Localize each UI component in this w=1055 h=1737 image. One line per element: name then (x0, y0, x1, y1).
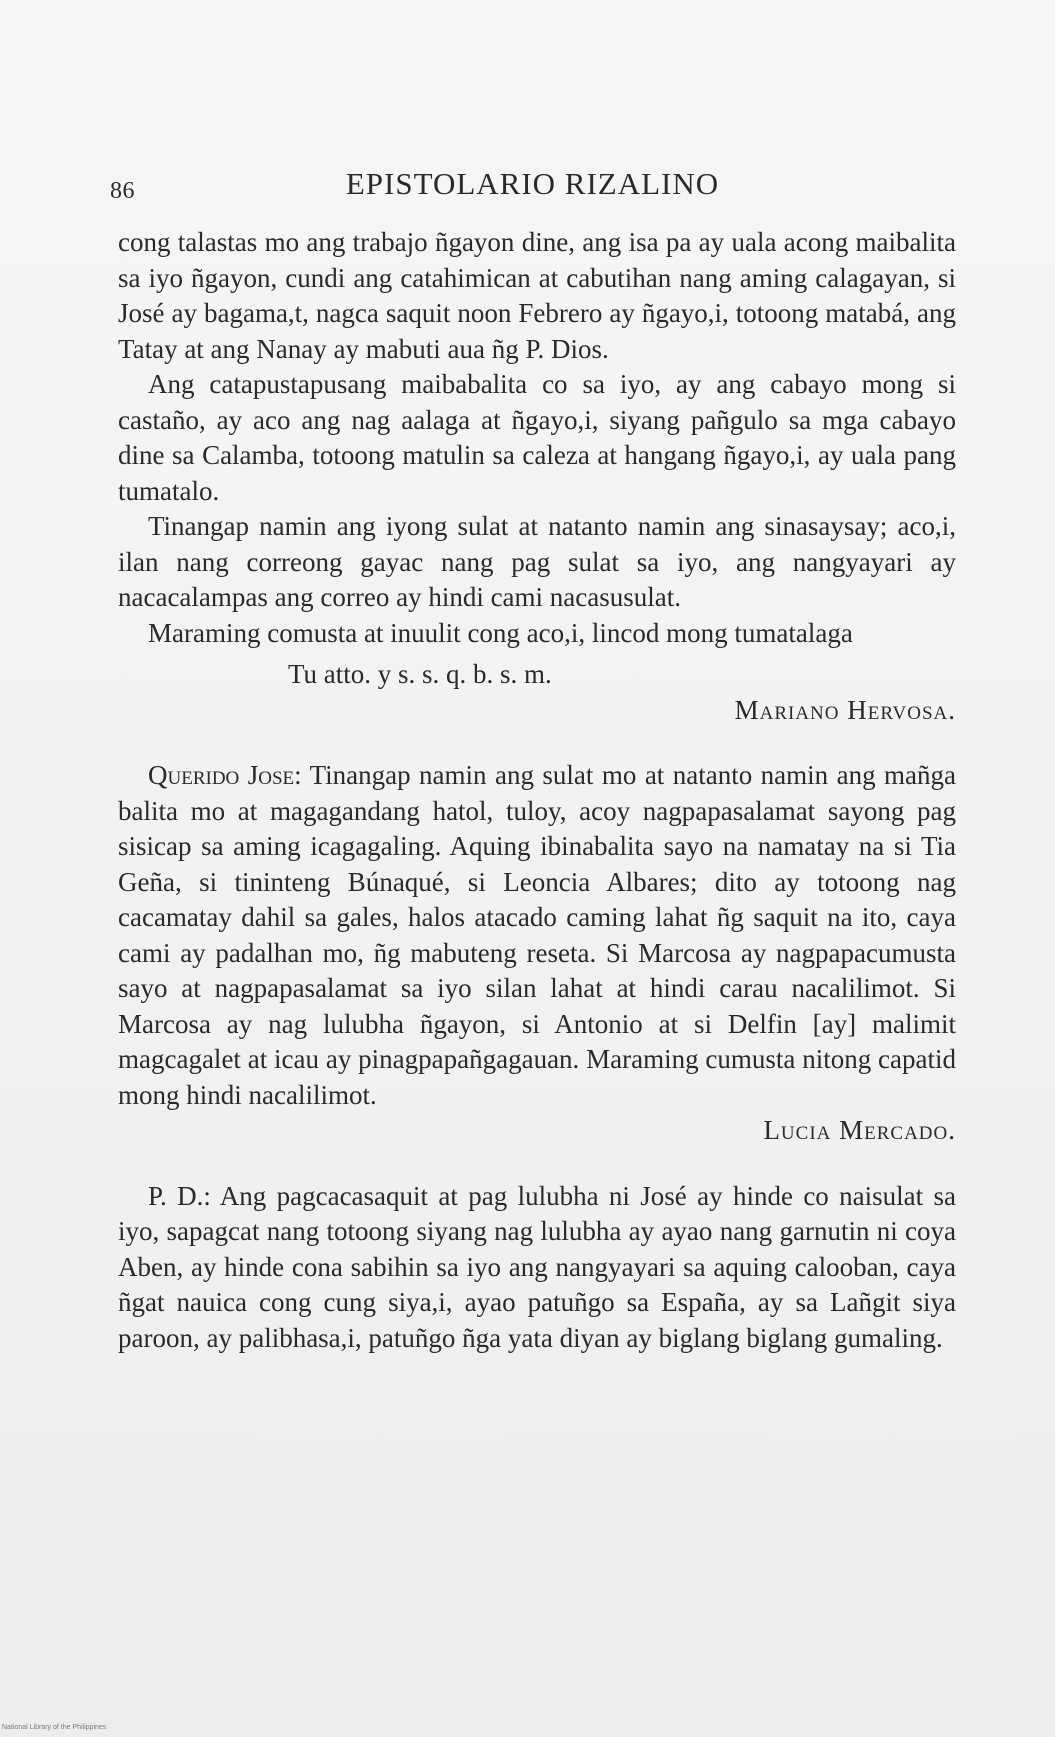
footer-credit: National Library of the Philippines (2, 1724, 107, 1731)
letter1-paragraph-2: Ang catapustapusang maibabalita co sa iyo, ay ang cabayo mong si castaño, ay aco ang nag aalaga at ñgayo,i, siyang pañgulo sa mga cabayo dine sa Calamba, totoong matulin sa caleza at hangang ñgayo,i, ay uala pang tumatalo. (118, 369, 956, 506)
letter2-paragraph (118, 758, 956, 1113)
letter1-paragraph-1: cong talastas mo ang trabajo ñgayon dine, ang isa pa ay uala acong maibalita sa iyo ñgayon, cundi ang catahimican at cabutihan nang aming calagayan, si José ay bagama,t, nagca saquit noon Febrero ay ñgayo,i, totoong matabá, ang Tatay at ang Nanay ay mabuti aua ñg P. Dios. (118, 227, 956, 364)
section-gap (118, 1149, 956, 1179)
running-head: EPISTOLARIO RIZALINO (345, 166, 720, 201)
page-number: 86 (110, 178, 135, 204)
postscript-body: Ang pagcacasaquit at pag lulubha ni José ay hinde co naisulat sa iyo, sapagcat nang totoong siyang nag lulubha ay ayao nang garnutin ni coya Aben, ay hinde cona sabihin sa iyo ang nangyayari sa aquing calooban, caya ñgat nauica cong cung siya,i, ayao patuñgo sa España, ay sa Lañgit siya paroon, ay palibhasa,i, patuñgo ñga yata diyan ay biglang biglang gumaling. (118, 1180, 956, 1353)
postscript-label: P. D.: (148, 1180, 211, 1211)
letter1-closing: Tu atto. y s. s. q. b. s. m. (288, 659, 552, 689)
section-gap (118, 728, 956, 758)
letter1-signature: Mariano Hervosa. (734, 694, 956, 725)
postscript-paragraph (118, 1179, 956, 1357)
letter2-salutation: Querido Jose: (148, 760, 302, 790)
page-header (110, 160, 955, 210)
letter1-paragraph-4: Maraming comusta at inuulit cong aco,i, lincod mong tumatalaga (148, 617, 853, 648)
letter1-paragraph-3: Tinangap namin ang iyong sulat at natanto namin ang sinasaysay; aco,i, ilan nang correong gayac nang pag sulat sa iyo, ang nangyayari ay nacacalampas ang correo ay hindi cami nacasusulat. (118, 511, 956, 612)
letter2-signature: Lucia Mercado. (763, 1115, 956, 1145)
body-text (118, 225, 956, 1356)
letter2-body: Tinangap namin ang sulat mo at natanto namin ang mañga balita mo at magagandang hatol, tuloy, acoy nagpapasalamat sayong pag sisicap sa aming icagagaling. Aquing ibinabalita sayo na namatay na si Tia Geña, si tininteng Búnaqué, si Leoncia Albares; dito ay totoong nag cacamatay dahil sa gales, halos atacado caming lahat ñg saquit na ito, caya cami ay padalhan mo, ñg mabuteng reseta. Si Marcosa ay nagpapacumusta sayo at nagpapasalamat sa iyo silan lahat at hindi carau nacalilimot. Si Marcosa ay nag lulubha ñgayon, si Antonio at si Delfin [ay] malimit magcagalet at icau ay pinagpapañgagauan. Maraming cumusta nitong capatid mong hindi nacalilimot. (118, 760, 957, 1110)
